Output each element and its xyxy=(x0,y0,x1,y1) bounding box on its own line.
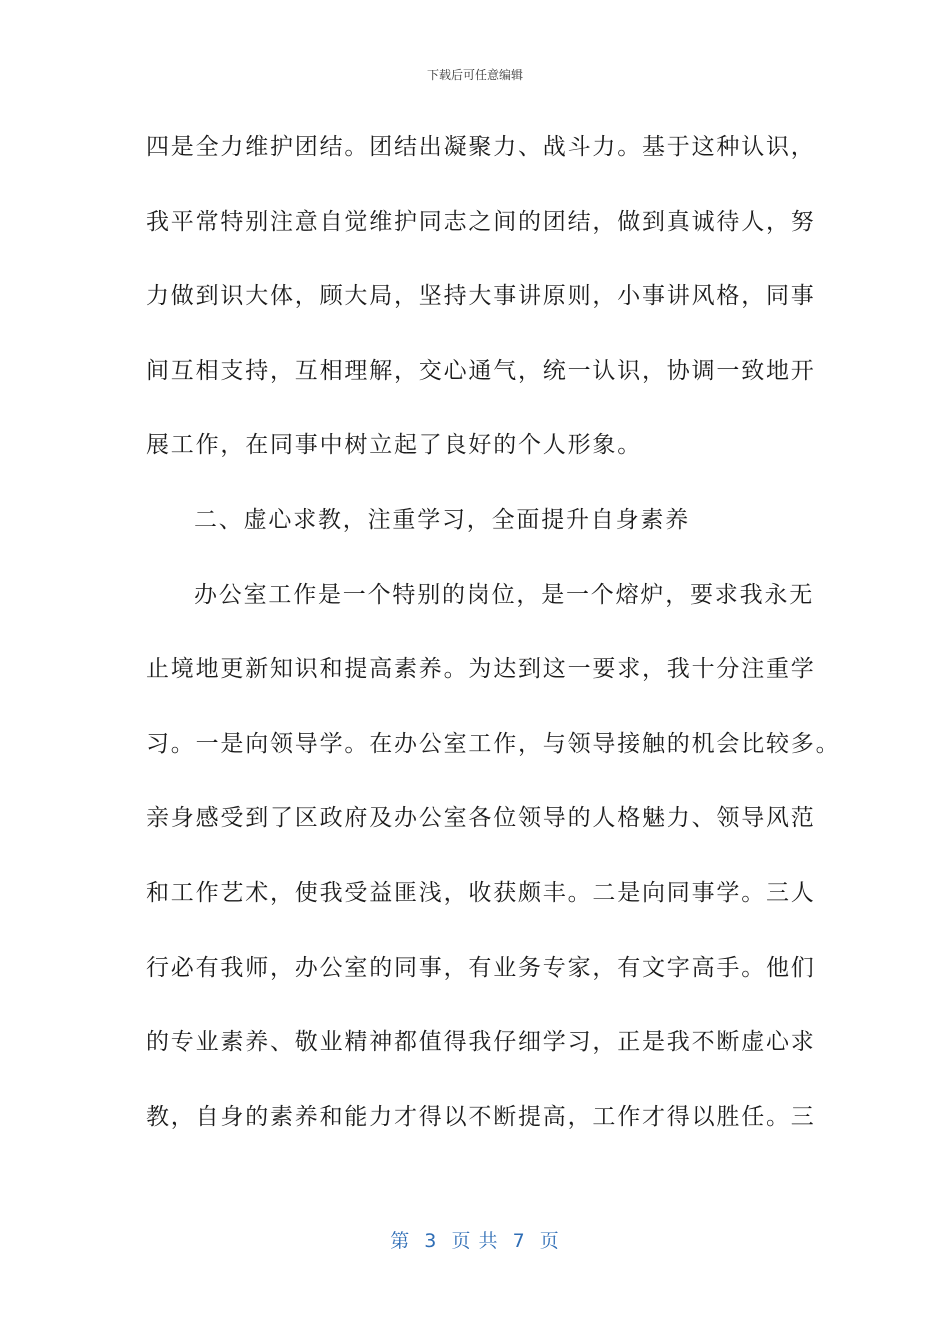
text-line: 四是全力维护团结。团结出凝聚力、战斗力。基于这种认识， xyxy=(146,134,816,160)
text-line: 间互相支持，互相理解，交心通气，统一认识，协调一致地开 xyxy=(146,357,816,384)
text-line: 展工作，在同事中树立起了良好的个人形象。 xyxy=(146,432,642,459)
text-line: 的专业素养、敬业精神都值得我仔细学习，正是我不断虚心求 xyxy=(146,1029,816,1056)
text-line: 亲身感受到了区政府及办公室各位领导的人格魅力、领导风范 xyxy=(146,805,816,832)
text-line: 教，自身的素养和能力才得以不断提高，工作才得以胜任。三 xyxy=(146,1103,816,1130)
page-number-footer: 第 3 页 共 7 页 xyxy=(390,1230,560,1252)
text-line: 行必有我师，办公室的同事，有业务专家，有文字高手。他们 xyxy=(146,954,816,981)
text-line: 力做到识大体，顾大局，坚持大事讲原则，小事讲风格，同事 xyxy=(146,283,816,310)
text-line: 止境地更新知识和提高素养。为达到这一要求，我十分注重学 xyxy=(146,656,816,683)
text-line: 我平常特别注意自觉维护同志之间的团结，做到真诚待人，努 xyxy=(146,208,816,235)
text-line: 习。一是向领导学。在办公室工作，与领导接触的机会比较多。 xyxy=(146,730,841,757)
section-heading: 二、虚心求教，注重学习，全面提升自身素养 xyxy=(194,506,690,533)
page-header: 下载后可任意编辑 xyxy=(426,68,523,82)
document-body xyxy=(146,120,841,1164)
text-line: 和工作艺术，使我受益匪浅，收获颇丰。二是向同事学。三人 xyxy=(146,879,816,906)
paragraph-first-line: 办公室工作是一个特别的岗位，是一个熔炉，要求我永无 xyxy=(194,581,814,608)
